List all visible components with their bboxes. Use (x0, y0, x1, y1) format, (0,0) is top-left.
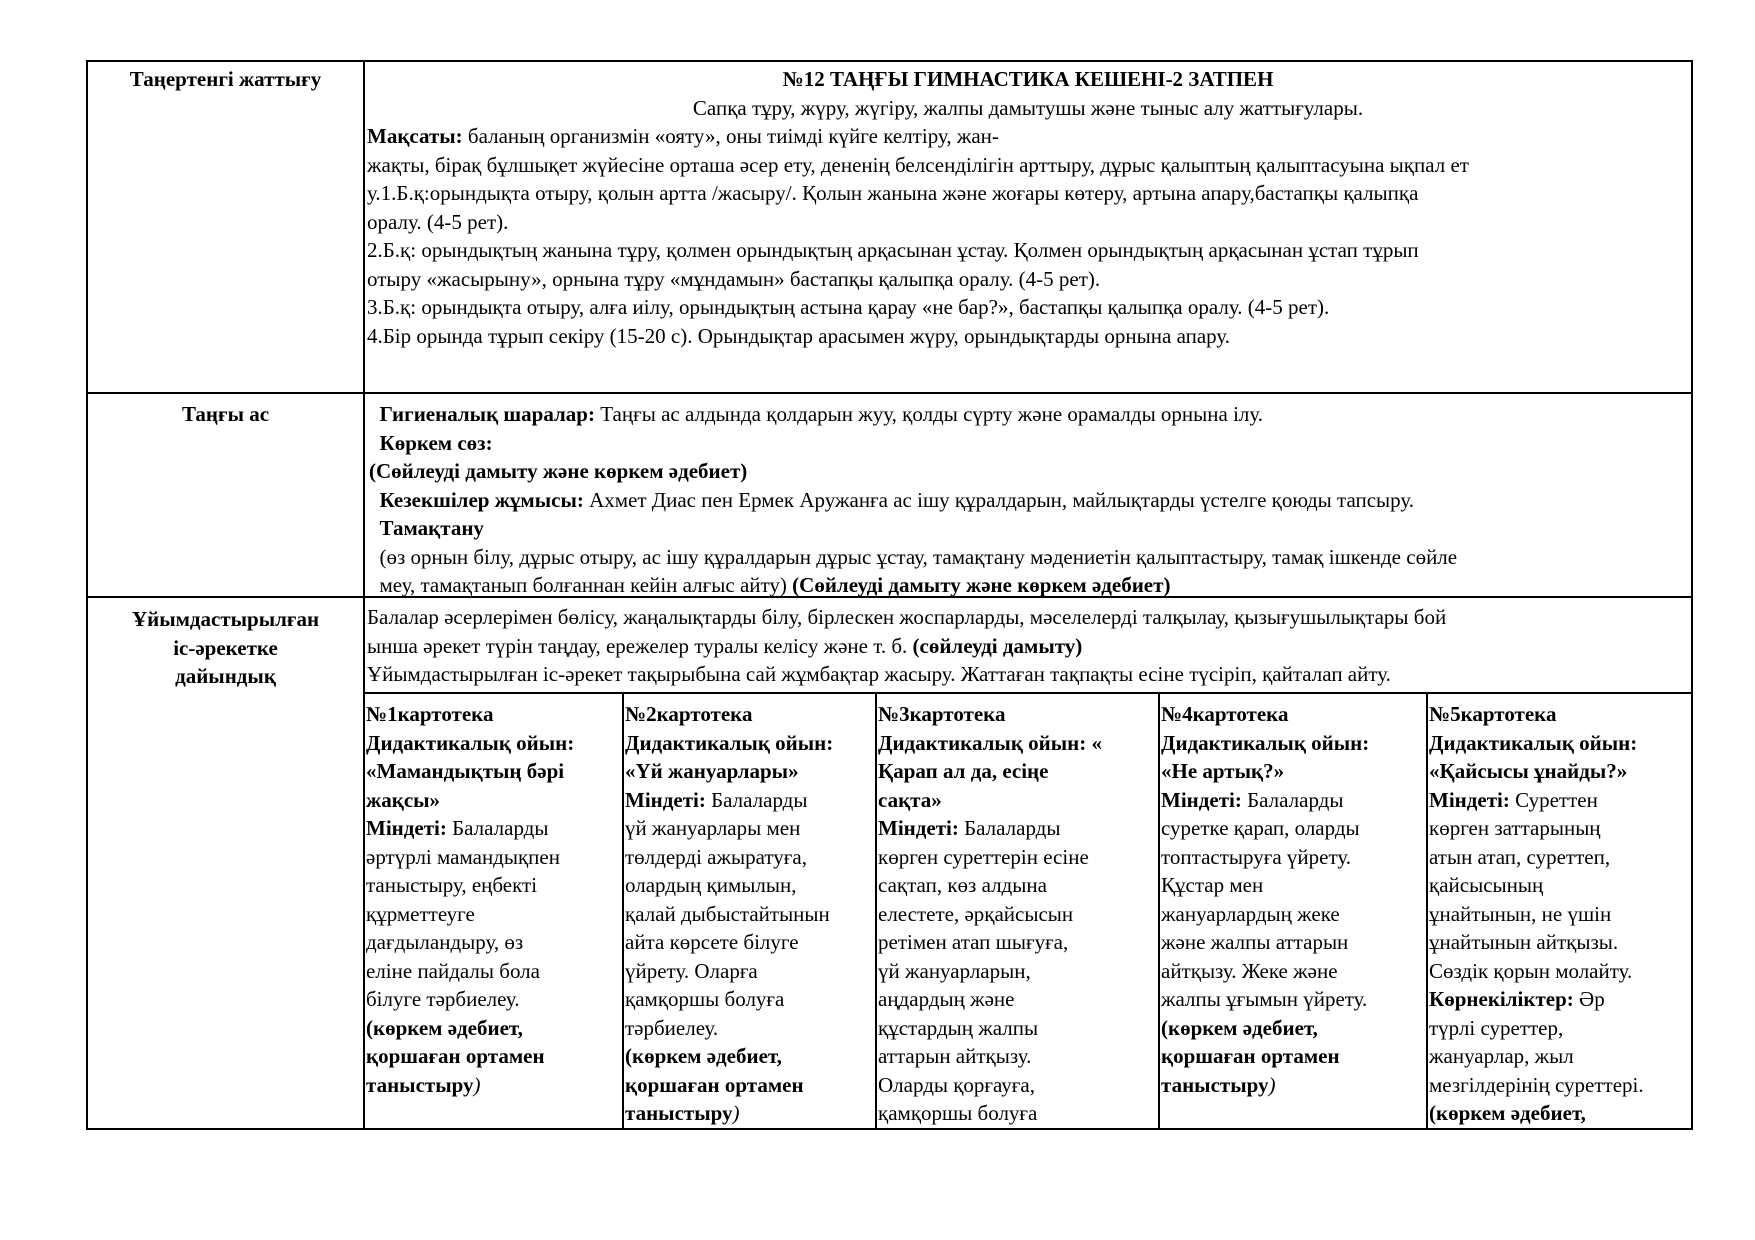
task-text: атын атап, суреттеп, (1429, 844, 1611, 869)
activity-prep-content (367, 603, 1689, 689)
gymnastics-title: №12 ТАҢҒЫ ГИМНАСТИКА КЕШЕНІ-2 ЗАТПЕН (782, 67, 1274, 91)
education-area: қоршаған ортамен (366, 1044, 545, 1068)
card-file-number: №1картотека (366, 702, 494, 726)
task-text: ұнайтынын, не үшін (1429, 901, 1612, 926)
didactic-game-label: Дидактикалық ойын: (625, 730, 834, 755)
task-text: айтқызу. Жеке және (1161, 958, 1338, 983)
table-border-left (86, 60, 88, 1130)
task-text: құстардың жалпы (878, 1015, 1039, 1040)
goal-continued: жақты, бірақ бұлшықет жүйесіне орташа әсер ету, дененің белсенділігін арттыру, дұрыс қалыптың қалыптасуына ықпал ет (367, 152, 1469, 177)
exercise-line: отыру «жасырыну», орнына тұру «мұндамын» бастапқы қалыпқа оралу. (4-5 рет). (367, 266, 1101, 291)
didactic-game-label: Дидактикалық ойын: (1161, 730, 1370, 755)
education-area: (көркем әдебиет, (1429, 1101, 1586, 1125)
task-text: қалай дыбыстайтынын (625, 901, 830, 926)
education-area: қоршаған ортамен (625, 1072, 804, 1097)
hygiene-line: Гигиеналық шаралар: Таңғы ас алдында қолдарын жуу, қолды сүрту және орамалды орнына ілу. (379, 402, 1264, 426)
visual-aids-line: Көрнекіліктер: Әр (1429, 987, 1605, 1011)
task-text: білуге тәрбиелеу. (366, 987, 520, 1011)
task-text: айта көрсете білуге (625, 930, 799, 954)
game-title: «Мамандықтың бәрі (366, 759, 565, 783)
card-divider-3 (1158, 692, 1160, 1130)
task-text: аңдардың және (878, 987, 1015, 1011)
visual-aids-text: мезгілдерінің суреттері. (1429, 1072, 1644, 1097)
task-text: көрген заттарының (1429, 816, 1601, 840)
task-text: елестете, әрқайсысын (878, 901, 1074, 926)
task-text: тәрбиелеу. (625, 1015, 719, 1040)
didactic-game-label: Дидактикалық ойын: (1429, 730, 1638, 755)
education-area: таныстыру) (625, 1101, 740, 1125)
exercise-line: оралу. (4-5 рет). (367, 209, 509, 234)
task-text: құрметтеуге (366, 901, 475, 926)
task-text: сақтап, көз алдына (878, 873, 1047, 897)
task-text: ретімен атап шығуға, (878, 930, 1069, 954)
eating-label: Тамақтану (379, 516, 484, 540)
schedule-table (86, 60, 1693, 1130)
card-file-2 (625, 700, 873, 1128)
row-label-morning-exercise (88, 65, 363, 94)
table-border-top (86, 60, 1693, 62)
exercise-line: 2.Б.қ: орындықтың жанына тұру, қолмен орындықтың арқасынан ұстау. Қолмен орындықтың арқасынан ұстап тұрып (367, 238, 1419, 262)
row-label-text: Ұйымдастырылған (131, 607, 320, 631)
didactic-game-label: Дидактикалық ойын: « (878, 730, 1103, 755)
task-text: олардың қимылын, (625, 873, 797, 897)
card-file-number: №5картотека (1429, 702, 1557, 726)
row-divider-1 (86, 392, 1693, 394)
table-border-bottom (86, 1128, 1693, 1130)
row-label-text: Таңғы ас (181, 402, 270, 426)
education-area: таныстыру) (1161, 1072, 1276, 1097)
game-title: «Не артық?» (1161, 759, 1285, 783)
task-text: қамқоршы болуға (878, 1101, 1038, 1125)
gymnastics-subtitle: Сапқа тұру, жүру, жүгіру, жалпы дамытушы және тыныс алу жаттығулары. (692, 95, 1364, 120)
row-label-text: Таңертенгі жаттығу (129, 67, 322, 91)
duty-line: Кезекшілер жұмысы: Ахмет Диас пен Ермек Аружанға ас ішу құралдарын, майлықтарды үстелге қоюды тапсыру. (379, 487, 1415, 512)
prep-line: ынша әрекет түрін таңдау, ережелер туралы келісу және т. б. (сөйлеуді дамыту) (367, 633, 1083, 658)
row-label-text: дайындық (175, 664, 276, 688)
card-file-number: №2картотека (625, 702, 753, 726)
task-line: Міндеті: Суреттен (1429, 787, 1598, 812)
row-label-text: іс-әрекетке (173, 635, 278, 660)
task-text: Құстар мен (1161, 873, 1264, 897)
task-line: Міндеті: Балаларды (878, 816, 1061, 840)
task-text: және жалпы аттарын (1161, 930, 1349, 954)
task-text: қайсысының (1429, 873, 1544, 897)
card-file-3 (878, 700, 1156, 1128)
didactic-game-label: Дидактикалық ойын: (366, 730, 575, 755)
task-text: жануарлардың жеке (1161, 901, 1340, 926)
card-file-number: №3картотека (878, 702, 1006, 726)
card-file-4 (1161, 700, 1424, 1099)
task-text: көрген суреттерін есіне (878, 844, 1089, 869)
card-file-number: №4картотека (1161, 702, 1289, 726)
game-title: сақта» (878, 787, 942, 812)
row-label-activity-prep (88, 605, 363, 691)
task-text: ұнайтынын айтқызы. (1429, 930, 1619, 954)
task-line: Міндеті: Балаларды (1161, 787, 1344, 812)
task-text: суретке қарап, оларды (1161, 816, 1360, 840)
game-title: «Үй жануарлары» (625, 759, 799, 783)
card-divider-4 (1426, 692, 1428, 1130)
task-text: Сөздік қорын молайту. (1429, 958, 1633, 983)
cards-top-divider (363, 692, 1693, 694)
morning-exercise-content (367, 65, 1689, 350)
breakfast-content (369, 400, 1689, 600)
visual-aids-text: түрлі суреттер, (1429, 1015, 1564, 1040)
exercise-line: 3.Б.қ: орындықта отыру, алға иілу, орындықтың астына қарау «не бар?», бастапқы қалыпқа оралу. (4-5 рет). (367, 295, 1330, 319)
education-area: (көркем әдебиет, (1161, 1015, 1318, 1040)
row-label-breakfast (88, 400, 363, 429)
exercise-line: у.1.Б.қ:орындықта отыру, қолын артта /жасыру/. Қолын жанына және жоғары көтеру, артына апару,бастапқы қалыпқа (367, 181, 1419, 205)
task-line: Міндеті: Балаларды (625, 787, 808, 812)
task-text: топтастыруға үйрету. (1161, 844, 1352, 869)
task-text: үйрету. Оларға (625, 958, 758, 983)
label-column-divider (363, 60, 365, 1130)
education-area: таныстыру) (366, 1072, 481, 1097)
card-file-5 (1429, 700, 1691, 1128)
education-area: (көркем әдебиет, (366, 1015, 523, 1040)
task-text: дағдыландыру, өз (366, 930, 524, 954)
task-text: әртүрлі мамандықпен (366, 844, 560, 869)
card-divider-2 (875, 692, 877, 1130)
task-line: Міндеті: Балаларды (366, 816, 549, 840)
task-text: қамқоршы болуға (625, 987, 785, 1011)
game-title: жақсы» (366, 787, 441, 812)
card-file-1 (366, 700, 620, 1099)
task-text: Оларды қорғауға, (878, 1072, 1035, 1097)
card-divider-1 (622, 692, 624, 1130)
game-title: «Қайсысы ұнайды?» (1429, 759, 1628, 783)
task-text: жалпы ұғымын үйрету. (1161, 987, 1368, 1011)
table-border-right (1691, 60, 1693, 1130)
visual-aids-text: жануарлар, жыл (1429, 1044, 1574, 1068)
art-word-line: Көркем сөз: (379, 430, 493, 455)
game-title: Қарап ал да, есіңе (878, 759, 1049, 783)
goal-line: Мақсаты: баланың организмін «ояту», оны тиімді күйге келтіру, жан- (367, 124, 999, 148)
exercise-line: 4.Бір орында тұрып секіру (15-20 с). Орындықтар арасымен жүру, орындықтарды орнына апару. (367, 323, 1231, 348)
education-area: қоршаған ортамен (1161, 1044, 1340, 1068)
task-text: үй жануарларын, (878, 958, 1031, 983)
task-text: таныстыру, еңбекті (366, 873, 538, 897)
task-text: еліне пайдалы бола (366, 958, 540, 983)
art-area-line: (Сөйлеуді дамыту және көркем әдебиет) (369, 459, 748, 483)
task-text: төлдерді ажыратуға, (625, 844, 807, 869)
eating-line: меу, тамақтанып болғаннан кейін алғыс айту) (Сөйлеуді дамыту және көркем әдебиет) (379, 573, 1171, 597)
prep-line: Ұйымдастырылған іс-әрекет тақырыбына сай жұмбақтар жасыру. Жаттаған тақпақты есіне түсіріп, қайталап айту. (367, 662, 1391, 686)
task-text: үй жануарлары мен (625, 816, 801, 840)
eating-line: (өз орнын білу, дұрыс отыру, ас ішу құралдарын дұрыс ұстау, тамақтану мәдениетін қалыптастыру, тамақ ішкенде сөйле (379, 544, 1458, 569)
task-text: аттарын айтқызу. (878, 1044, 1032, 1068)
education-area: (көркем әдебиет, (625, 1044, 782, 1068)
prep-line: Балалар әсерлерімен бөлісу, жаңалықтарды білу, бірлескен жоспарларды, мәселелерді талқылау, қызығушылықтары бой (367, 605, 1447, 629)
